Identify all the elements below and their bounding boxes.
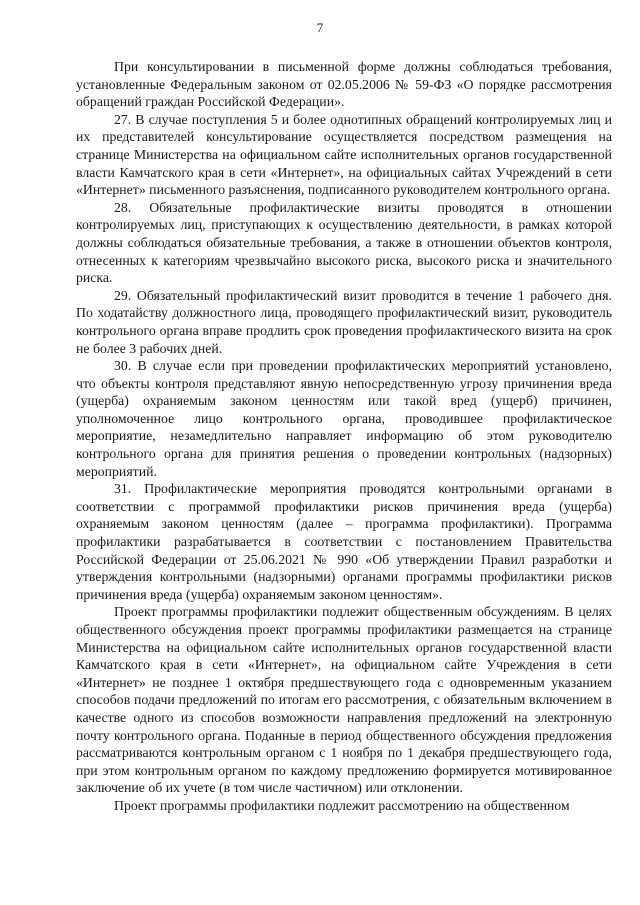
paragraph-28: 28. Обязательные профилактические визиты проводятся в отношении контролируемых лиц, приступающих к осуществлению деятельности, в рамках которой должны соблюдаться обязательные требования, а также в отношении объектов контроля, отнесенных к категориям чрезвычайно высокого риска, высокого риска и значительного риска.	[76, 199, 612, 286]
page-number: 7	[316, 20, 324, 35]
paragraph-31: 31. Профилактические мероприятия проводятся контрольными органами в соответствии с программой профилактики рисков причинения вреда (ущерба) охраняемым законом ценностям (далее – программа профилактики). Программа профилактики разрабатывается в соответствии с постановлением Правительства Российской Федерации от 25.06.2021 № 990 «Об утверждении Правил разработки и утверждения контрольными (надзорными) органами программы профилактики рисков причинения вреда (ущерба) охраняемым законом ценностям».	[76, 481, 612, 602]
paragraph-public-review: Проект программы профилактики подлежит рассмотрению на общественном	[114, 797, 570, 813]
document-body	[76, 58, 612, 815]
paragraph-written-consultation: При консультировании в письменной форме должны соблюдаться требования, установленные Федеральным законом от 02.05.2006 № 59-ФЗ «О порядке рассмотрения обращений граждан Российской Федерации».	[76, 59, 612, 110]
paragraph-29: 29. Обязательный профилактический визит проводится в течение 1 рабочего дня. По ходатайству должностного лица, проводящего профилактический визит, руководитель контрольного органа вправе продлить срок проведения профилактического визита на срок не более 3 рабочих дней.	[76, 287, 612, 356]
paragraph-30: 30. В случае если при проведении профилактических мероприятий установлено, что объекты контроля представляют явную непосредственную угрозу причинения вреда (ущерба) охраняемым законом ценностям или такой вред (ущерб) причинен, уполномоченное лицо контрольного органа, проводившее профилактическое мероприятие, незамедлительно направляет информацию об этом руководителю контрольного органа для принятия решения о проведении контрольных (надзорных) мероприятий.	[76, 358, 612, 479]
paragraph-public-discussion: Проект программы профилактики подлежит общественным обсуждениям. В целях общественного обсуждения проект программы профилактики размещается на странице Министерства на официальном сайте исполнительных органов государственной власти Камчатского края в сети «Интернет», на официальном сайте Учреждения в сети «Интернет» не позднее 1 октября предшествующего года с одновременным указанием способов подачи предложений по итогам его рассмотрения, с обязательным включением в качестве одного из способов возможности направления предложений на электронную почту контрольного органа. Поданные в период общественного обсуждения предложения рассматриваются контрольным органом с 1 ноября по 1 декабря предшествующего года, при этом контрольным органом по каждому предложению формируется мотивированное заключение об их учете (в том числе частичном) или отклонении.	[76, 604, 612, 796]
paragraph-27: 27. В случае поступления 5 и более однотипных обращений контролируемых лиц и их представителей консультирование осуществляется посредством размещения на странице Министерства на официальном сайте исполнительных органов государственной власти Камчатского края в сети «Интернет», на официальных сайтах Учреждений в сети «Интернет» письменного разъяснения, подписанного руководителем контрольного органа.	[76, 111, 612, 198]
